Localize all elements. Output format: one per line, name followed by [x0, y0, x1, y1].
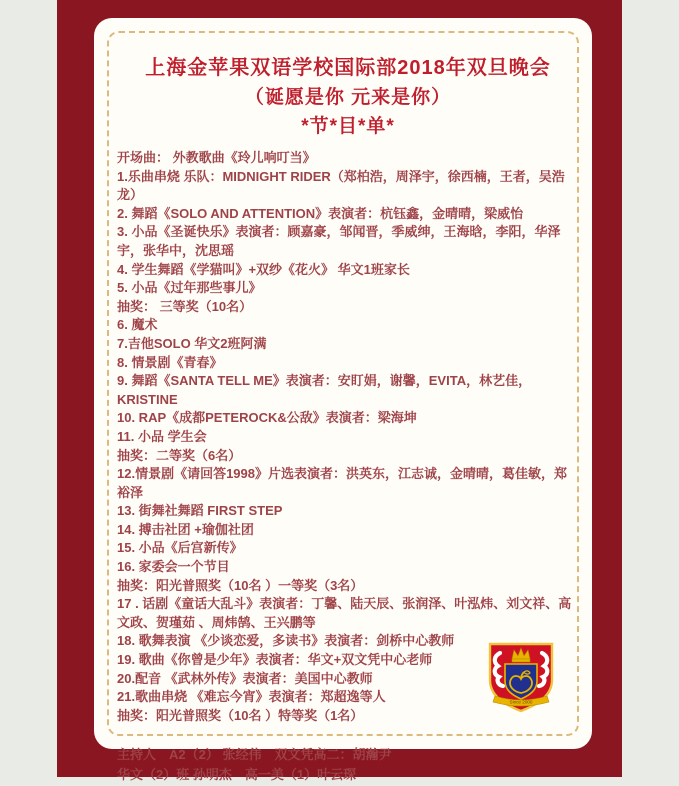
program-line: 抽奖：阳光普照奖（10名 ）一等奖（3名）	[117, 577, 364, 593]
program-line: 抽奖：阳光普照奖（10名 ）特等奖（1名）	[117, 707, 364, 723]
program-line: 6. 魔术	[117, 317, 158, 333]
program-line: 15. 小品《后宫新传》	[117, 540, 243, 556]
program-line: 10. RAP《成都PETEROCK&公敌》表演者：梁海坤	[117, 410, 417, 426]
program-line: 开场曲： 外教歌曲《玲儿响叮当》	[117, 150, 316, 165]
program-line: 4. 学生舞蹈《学猫叫》+双纱《花火》 华文1班家长	[117, 261, 410, 277]
program-line: 1.乐曲串烧 乐队：MIDNIGHT RIDER（郑柏浩，周泽宇，徐西楠，王者，吴浩龙）	[117, 168, 565, 203]
program-line: 17 . 话剧《童话大乱斗》表演者：丁馨、陆天辰、张润泽、叶泓炜、刘文祥、高文政、贺瑾茹 、周炜鹄、王兴鹏等	[117, 596, 572, 630]
hosts-line: 主持人 A2（2） 张经伟 双文凭高二：胡瀚尹	[117, 747, 392, 763]
school-crest-icon	[484, 639, 558, 715]
event-subtitle: （诞愿是你 元来是你）	[244, 87, 452, 108]
program-line: 11. 小品 学生会	[117, 428, 207, 444]
hosts-section	[117, 745, 579, 785]
program-line: 抽奖： 三等奖（10名）	[117, 298, 253, 314]
ribbon-text: Since 2000	[509, 699, 533, 705]
program-line: 5. 小品《过年那些事儿》	[117, 280, 262, 296]
program-line: 21.歌曲串烧 《难忘今宵》表演者：郑超逸等人	[117, 689, 386, 705]
program-line: 13. 街舞社舞蹈 FIRST STEP	[117, 503, 283, 519]
program-line: 18. 歌舞表演 《少谈恋爱，多读书》表演者：剑桥中心教师	[117, 633, 455, 649]
event-title: 上海金苹果双语学校国际部2018年双旦晚会	[145, 57, 551, 79]
program-line: 2. 舞蹈《SOLO AND ATTENTION》表演者：杭钰鑫，金晴晴，梁威怡	[117, 205, 524, 221]
program-line: 7.吉他SOLO 华文2班阿满	[117, 335, 267, 351]
program-line: 19. 歌曲《你曾是少年》表演者：华文+双文凭中心老师	[117, 652, 433, 668]
program-line: 20.配音 《武林外传》表演者：美国中心教师	[117, 670, 373, 686]
program-line: 抽奖：二等奖（6名）	[117, 447, 242, 463]
program-line: 16. 家委会一个节目	[117, 559, 230, 575]
program-list-heading: *节*目*单*	[301, 116, 395, 137]
program-line: 3. 小品《圣诞快乐》表演者：顾嘉豪，邹闻晋，季威绅，王海晗，李阳，华泽宇，张华中，沈思瑶	[117, 224, 561, 258]
hosts-line: 华文（2）班 孙明杰 高一美（1）叶云琛	[117, 767, 357, 783]
program-card	[94, 18, 592, 783]
program-line: 12.情景剧《请回答1998》片选表演者：洪英东，江志诚，金晴晴，葛佳敏，郑裕泽	[117, 466, 567, 500]
program-line: 9. 舞蹈《SANTA TELL ME》表演者：安盯娟，谢馨，EVITA，林艺佳，KRISTINE	[117, 373, 532, 407]
program-line: 8. 情景剧《青春》	[117, 354, 223, 370]
poster-background	[57, 0, 622, 783]
program-line: 14. 搏击社团 +瑜伽社团	[117, 521, 254, 537]
